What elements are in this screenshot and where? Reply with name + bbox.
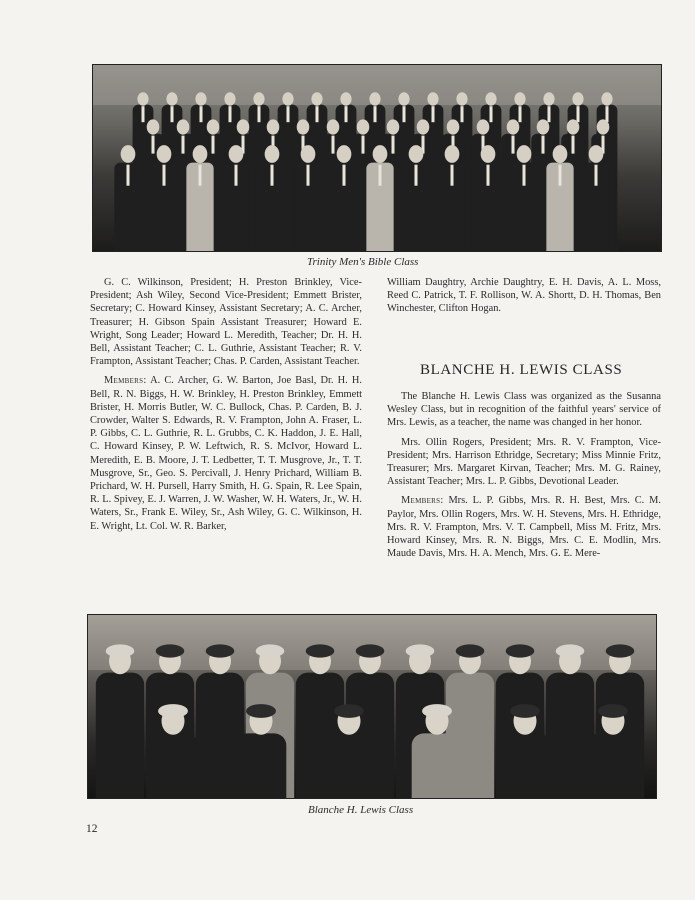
mens-class-officers: G. C. Wilkinson, President; H. Preston Brinkley, Vice-President; Ash Wiley, Second Vice-President; Emmett Brister, Secretary; C. Howard Kinsey, Assistant Secretary; A. C. Archer, Treasurer; H. Gibson Spain Assistant Treasurer; Howard E. Wright, Song Leader; Howard L. Meredith, Teacher; Dr. H. H. Bell, Assistant Teacher; C. L. Guthrie, Assistant Teacher; R. V. Frampton, Assistant Teacher; Chas. P. Carden, Assistant Teacher.	[90, 277, 362, 368]
mens-class-photo	[92, 64, 662, 252]
lewis-class-intro: The Blanche H. Lewis Class was organized as the Susanna Wesley Class, but in recognition of the faithful years' service of Mrs. Lewis, as a teacher, the name was changed in her honor.	[387, 391, 661, 429]
mens-class-text	[90, 276, 362, 539]
woman-figure	[236, 733, 287, 798]
lewis-members-label: Members:	[401, 495, 444, 507]
woman-figure	[500, 733, 551, 798]
mens-class-members-paragraph	[90, 374, 362, 532]
woman-figure	[588, 733, 639, 798]
mens-members-continued-block	[387, 276, 661, 322]
mens-members-continued: William Daughtry, Archie Daughtry, E. H. Davis, A. L. Moss, Reed C. Patrick, T. F. Rollison, W. A. Shortt, D. H. Thomas, Ben Winchester, Clifton Hogan.	[387, 277, 661, 315]
lewis-members-list: Mrs. L. P. Gibbs, Mrs. R. H. Best, Mrs. C. M. Paylor, Mrs. Ollin Rogers, Mrs. W. H. Stevens, Mrs. H. Ethridge, Mrs. R. V. Frampton, Mrs. V. T. Campbell, Miss M. Fritz, Mrs. Howard Kinsey, Mrs. R. N. Biggs, Mrs. C. E. Modlin, Mrs. Maude Davis, Mrs. H. A. Mench, Mrs. G. E. Mere-	[387, 495, 661, 560]
lewis-class-members-paragraph	[387, 494, 661, 560]
mens-members-list: A. C. Archer, G. W. Barton, Joe Basl, Dr. H. H. Bell, R. N. Biggs, H. W. Brinkley, H. Preston Brinkley, Emmett Brister, H. Morris Butler, W. C. Bullock, Chas. P. Carden, B. J. Crowder, Walter S. Edwards, R. V. Frampton, John A. Fraser, L. P. Gibbs, C. L. Guthrie, R. L. Grubbs, C. K. Haddon, J. E. Hall, C. Howard Kinsey, P. W. Leftwich, R. S. McIvor, Howard L. Meredith, E. B. Moore, J. T. Ledbetter, T. T. Musgrove, Jr., T. T. Musgrove, Sr., Geo. S. Percivall, J. Henry Prichard, William B. Prichard, W. H. Pursell, Harry Smith, H. G. Spain, R. Lee Spain, R. L. Spivey, E. J. Warren, J. W. Washer, W. H. Waters, Jr., W. H. Waters, Sr., Frank E. Wiley, Sr., Ash Wiley, G. C. Wilkinson, H. E. Wright, Lt. Col. W. R. Barker,	[90, 375, 362, 532]
lewis-group-figures	[88, 615, 656, 798]
mens-class-photo-caption: Trinity Men's Bible Class	[307, 256, 419, 268]
woman-figure	[546, 673, 594, 798]
woman-figure	[96, 673, 144, 798]
mens-members-label: Members:	[104, 375, 147, 387]
woman-figure	[148, 733, 199, 798]
lewis-class-text	[387, 390, 661, 566]
lewis-class-officers: Mrs. Ollin Rogers, President; Mrs. R. V. Frampton, Vice-President; Mrs. Harrison Ethridge, Secretary; Miss Minnie Fritz, Treasurer; Mrs. Margaret Kirvan, Teacher; Mrs. M. G. Rainey, Assistant Teacher; Mrs. L. P. Gibbs, Devotional Leader.	[387, 436, 661, 488]
lewis-class-heading: BLANCHE H. LEWIS CLASS	[420, 362, 623, 378]
woman-figure	[324, 733, 375, 798]
lewis-class-photo	[87, 614, 657, 799]
page-number: 12	[86, 823, 98, 835]
woman-figure	[412, 733, 463, 798]
lewis-class-photo-caption: Blanche H. Lewis Class	[308, 804, 414, 816]
mens-group-figures	[93, 65, 661, 251]
